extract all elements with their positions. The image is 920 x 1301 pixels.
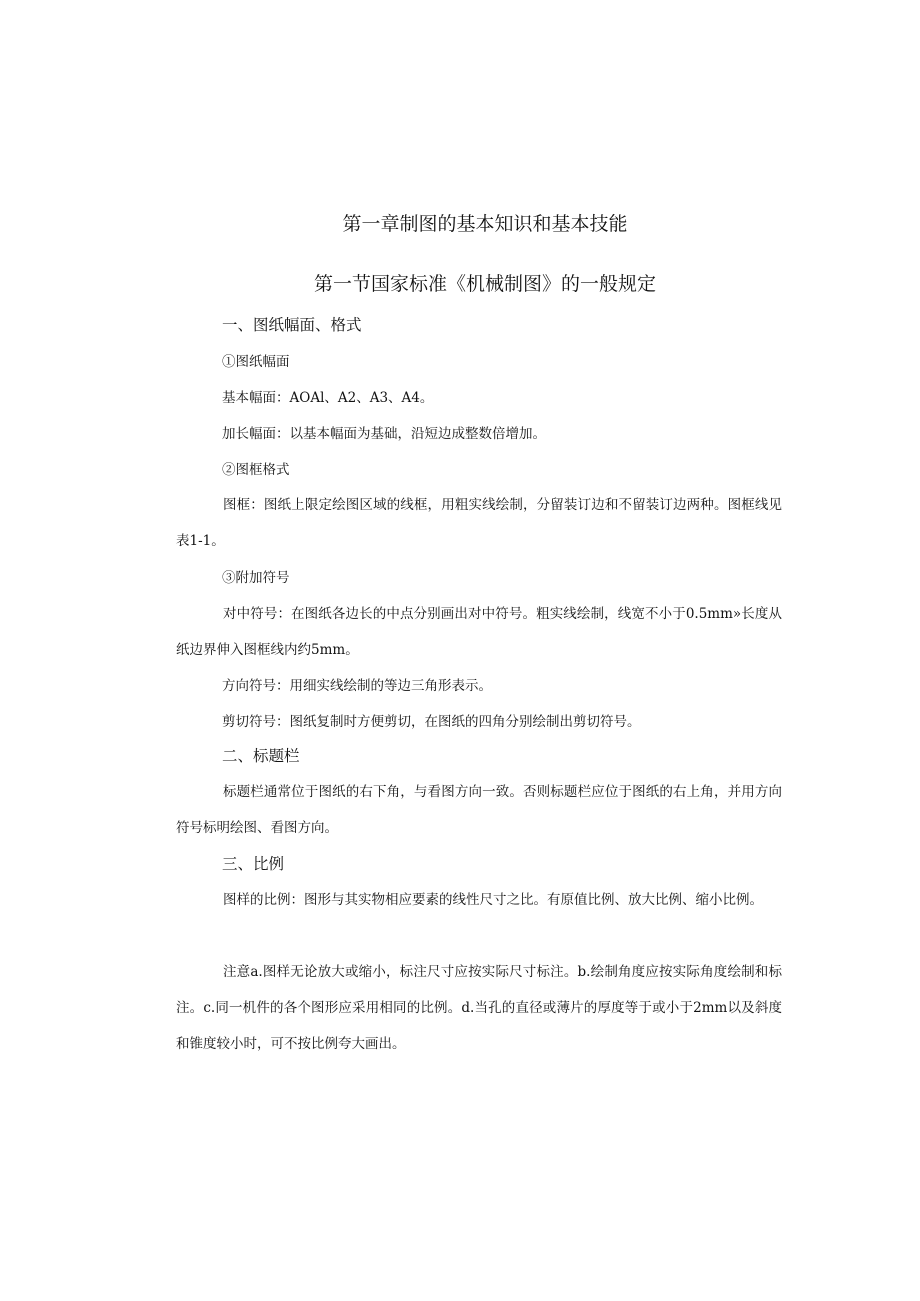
basic-sizes-text: 基本幅面：AOAl、A2、A3、A4。 <box>222 390 434 406</box>
subheading-frame-format: ②图框格式 <box>222 462 290 478</box>
heading-title-block: 二、标题栏 <box>222 747 300 765</box>
heading-paper-format: 一、图纸幅面、格式 <box>222 316 362 334</box>
section-title: 第一节国家标准《机械制图》的一般规定 <box>313 273 656 295</box>
title-block-description: 标题栏通常位于图纸的右下角，与看图方向一致。否则标题栏应位于图纸的右上角，并用方向符号标明绘图、看图方向。 <box>176 784 782 836</box>
subheading-additional-symbols: ③附加符号 <box>222 570 290 586</box>
center-mark-description: 对中符号：在图纸各边长的中点分别画出对中符号。粗实线绘制，线宽不小于0.5mm»长度从纸边界伸入图框线内约5mm。 <box>176 606 782 658</box>
extended-sizes-text: 加长幅面：以基本幅面为基础，沿短边成整数倍增加。 <box>222 426 546 442</box>
trim-mark-text: 剪切符号：图纸复制时方便剪切，在图纸的四角分别绘制出剪切符号。 <box>222 714 641 730</box>
direction-mark-text: 方向符号：用细实线绘制的等边三角形表示。 <box>222 678 492 694</box>
scale-description: 图样的比例：图形与其实物相应要素的线性尺寸之比。有原值比例、放大比例、缩小比例。 <box>223 892 763 908</box>
frame-description: 图框：图纸上限定绘图区域的线框，用粗实线绘制，分留装订边和不留装订边两种。图框线见表1-1。 <box>176 497 782 549</box>
subheading-paper-size: ①图纸幅面 <box>222 354 290 370</box>
heading-scale: 三、比例 <box>222 855 285 873</box>
chapter-title: 第一章制图的基本知识和基本技能 <box>342 213 628 235</box>
scale-note: 注意a.图样无论放大或缩小，标注尺寸应按实际尺寸标注。b.绘制角度应按实际角度绘制和标注。c.同一机件的各个图形应采用相同的比例。d.当孔的直径或薄片的厚度等于或小于2mm以及斜度和锥度较小时，可不按比例夸大画出。 <box>176 964 782 1052</box>
